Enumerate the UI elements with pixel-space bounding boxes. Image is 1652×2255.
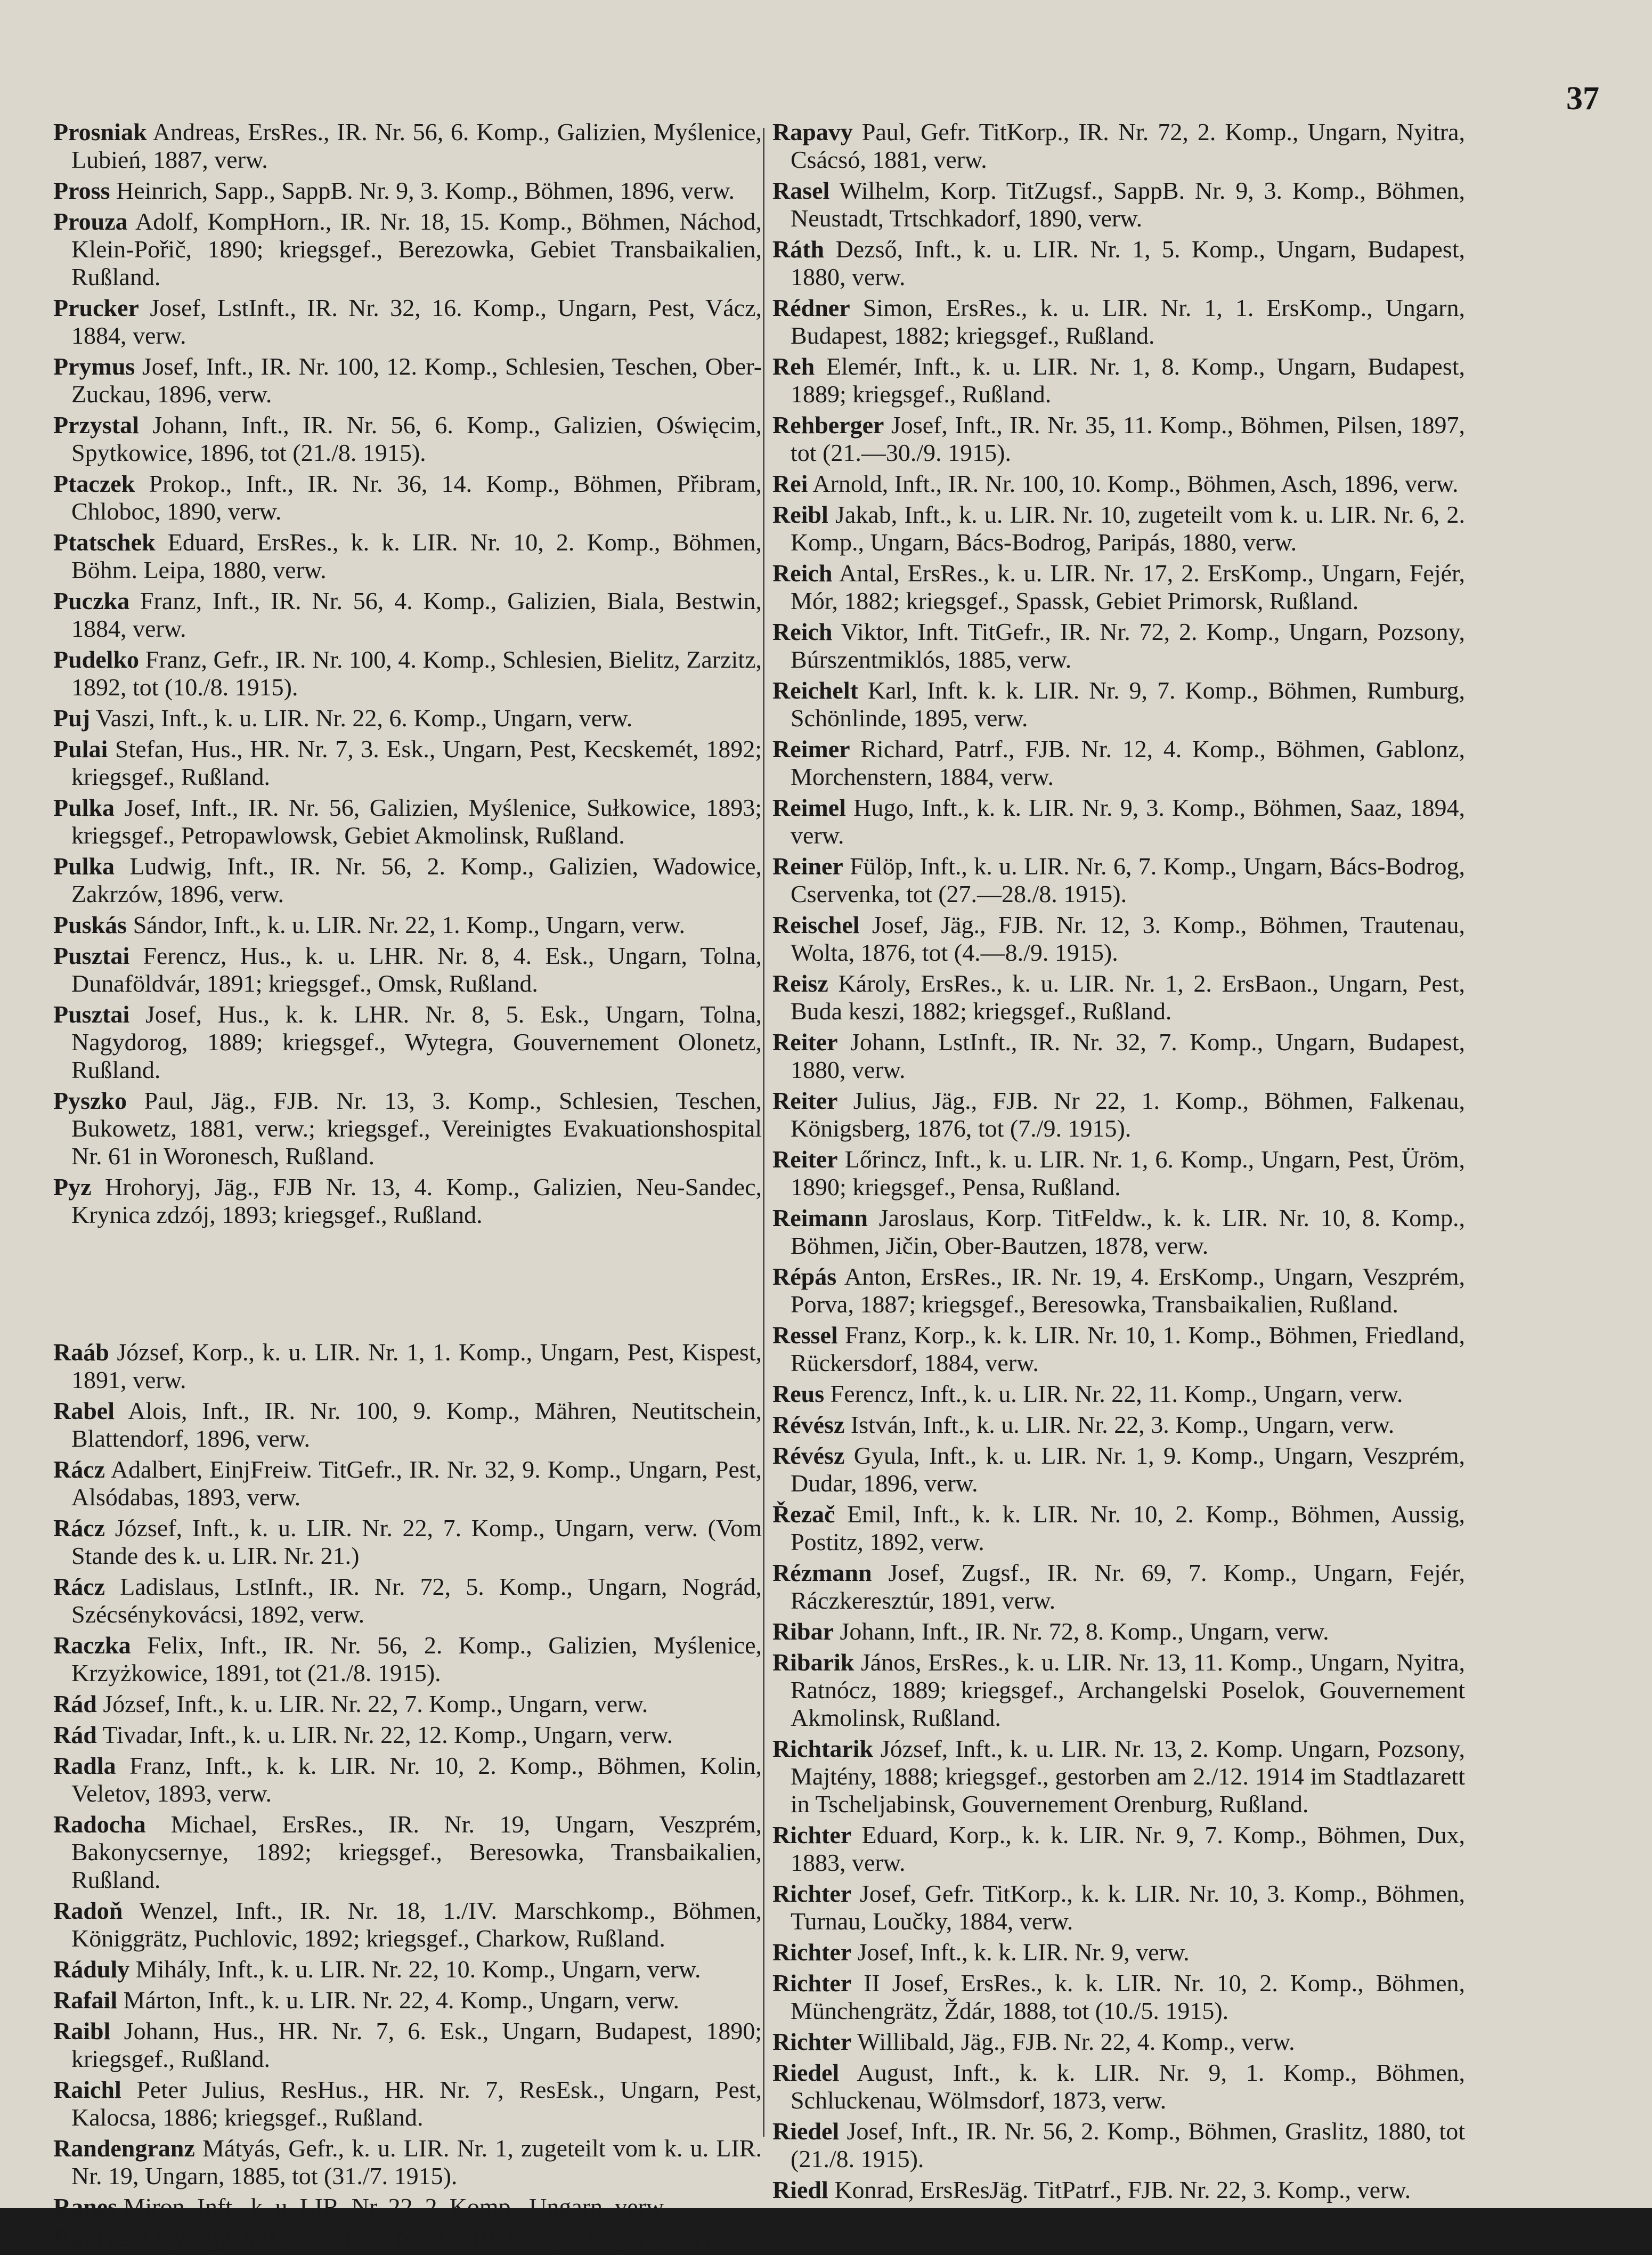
entry-surname: Révész [772, 1442, 845, 1469]
register-entry [772, 2118, 1465, 2173]
register-entry [53, 470, 762, 525]
register-entry [772, 1938, 1465, 1966]
entry-details: Michael, ErsRes., IR. Nr. 19, Ungarn, Veszprém, Bakonycsernye, 1892; kriegsgef., Beresowka, Transbaikalien, Rußland. [71, 1811, 762, 1893]
entry-details: Eduard, Korp., k. k. LIR. Nr. 9, 7. Komp., Böhmen, Dux, 1883, verw. [791, 1821, 1465, 1876]
register-entry [53, 1573, 762, 1628]
entry-details: Ludwig, Inft., IR. Nr. 56, 2. Komp., Galizien, Wadowice, Zakrzów, 1896, verw. [71, 853, 762, 907]
entry-surname: Raibl [53, 2017, 111, 2045]
entry-details: Josef, Inft., IR. Nr. 56, Galizien, Myślenice, Sułkowice, 1893; kriegsgef., Petropawlowsk, Gebiet Akmolinsk, Rußland. [71, 794, 762, 849]
entry-surname: Raniveza [53, 2224, 150, 2251]
register-entry [772, 735, 1465, 791]
entry-surname: Pulka [53, 794, 115, 821]
entry-details: Franz, Inft., k. k. LIR. Nr. 10, 2. Komp., Böhmen, Kolin, Veletov, 1893, verw. [71, 1752, 762, 1807]
entry-details: Karl, Inft. k. k. LIR. Nr. 9, 7. Komp., Böhmen, Rumburg, Schönlinde, 1895, verw. [791, 677, 1465, 732]
entry-details: Gyula, Inft., k. u. LIR. Nr. 1, 9. Komp., Ungarn, Veszprém, Dudar, 1896, verw. [791, 1442, 1465, 1497]
entry-surname: Rád [53, 1690, 97, 1717]
entry-surname: Prouza [53, 208, 128, 235]
entry-details: Josef, Inft., k. k. LIR. Nr. 9, verw. [857, 1938, 1190, 1966]
entry-details: Anton, ErsRes., IR. Nr. 19, 4. ErsKomp., Ungarn, Veszprém, Porva, 1887; kriegsgef., Beresowka, Transbaikalien, Rußland. [791, 1263, 1465, 1318]
register-entry [772, 853, 1465, 908]
register-entry [772, 1618, 1465, 1645]
entry-surname: Répás [772, 1263, 837, 1290]
entry-details: Márton, Inft., k. u. LIR. Nr. 22, 4. Komp., Ungarn, verw. [123, 1986, 679, 2014]
entry-details: Hugo, Inft., k. k. LIR. Nr. 9, 3. Komp., Böhmen, Saaz, 1894, verw. [791, 794, 1465, 849]
entry-surname: Ptatschek [53, 529, 156, 556]
entry-surname: Reich [772, 559, 833, 587]
register-entry [53, 853, 762, 908]
entry-details: József, Inft., k. u. LIR. Nr. 22, 7. Komp., Ungarn, verw. [103, 1690, 648, 1717]
entry-surname: Puczka [53, 587, 130, 614]
register-entry [53, 1087, 762, 1170]
entry-details: Prokop., Inft., IR. Nr. 36, 14. Komp., Böhmen, Přibram, Chloboc, 1890, verw. [71, 470, 762, 525]
entry-details: Josef, Inft., IR. Nr. 56, 2. Komp., Böhmen, Graslitz, 1880, tot (21./8. 1915). [791, 2118, 1465, 2172]
entry-surname: Randengranz [53, 2135, 195, 2162]
register-entry [53, 1632, 762, 1687]
register-entry [53, 1811, 762, 1894]
entry-details: Arnold, Inft., IR. Nr. 100, 10. Komp., Böhmen, Asch, 1896, verw. [812, 470, 1459, 497]
entry-surname: Rafail [53, 1986, 118, 2014]
entry-details: Miron, Inft., k. u. LIR. Nr. 22, 2. Komp., Ungarn, verw. [123, 2193, 669, 2220]
entry-surname: Richter [772, 1969, 852, 1997]
entry-details: József, Korp., k. u. LIR. Nr. 1, 1. Komp., Ungarn, Pest, Kispest, 1891, verw. [71, 1339, 762, 1393]
register-entry [53, 911, 762, 939]
entry-surname: Reich [772, 618, 833, 645]
entry-details: Mátyás, Gefr., k. u. LIR. Nr. 1, zugeteilt vom k. u. LIR. Nr. 19, Ungarn, 1885, tot (31./7. 1915). [71, 2135, 762, 2189]
entry-surname: Raáb [53, 1339, 109, 1366]
entry-surname: Řezač [772, 1500, 835, 1528]
entry-details: Peter Julius, ResHus., HR. Nr. 7, ResEsk., Ungarn, Pest, Kalocsa, 1886; kriegsgef., Rußland. [71, 2076, 762, 2131]
register-entry [53, 1514, 762, 1570]
register-entry [772, 677, 1465, 732]
entry-surname: Prosniak [53, 118, 147, 145]
entry-surname: Rasel [772, 177, 830, 204]
register-entry [772, 1735, 1465, 1818]
register-entry [772, 236, 1465, 291]
register-entry [772, 1263, 1465, 1318]
entry-surname: Ptaczek [53, 470, 135, 497]
entry-surname: Reibl [772, 501, 828, 528]
register-entry [53, 411, 762, 467]
register-entry [53, 1752, 762, 1807]
entry-details: Franz, Inft., IR. Nr. 56, 4. Komp., Galizien, Biala, Bestwin, 1884, verw. [71, 587, 762, 642]
register-entry [772, 1880, 1465, 1935]
register-entry [53, 942, 762, 997]
entry-surname: Ribarik [772, 1649, 855, 1676]
entry-details: Ladislaus, LstInft., IR. Nr. 72, 5. Komp., Ungarn, Nográd, Szécsénykovácsi, 1892, verw. [71, 1573, 762, 1628]
entry-details: József, Inft., k. u. LIR. Nr. 22, 7. Komp., Ungarn, verw. (Vom Stande des k. u. LIR. Nr. 21.) [71, 1514, 762, 1569]
entry-surname: Pulka [53, 853, 115, 880]
register-entry [772, 794, 1465, 849]
entry-surname: Pudelko [53, 646, 140, 673]
register-entry [53, 1456, 762, 1511]
entry-surname: Ráth [772, 236, 825, 263]
register-entry [772, 1204, 1465, 1260]
entry-surname: Richter [772, 1880, 852, 1907]
entry-surname: Richtarik [772, 1735, 874, 1762]
entry-surname: Reimann [772, 1204, 868, 1231]
entry-surname: Riedel [772, 2059, 840, 2086]
entry-details: Wilhelm, Korp. TitZugsf., SappB. Nr. 9, 3. Komp., Böhmen, Neustadt, Trtschkadorf, 1890, verw. [791, 177, 1465, 232]
entry-details: Josef, Jäg., FJB. Nr. 12, 3. Komp., Böhmen, Trautenau, Wolta, 1876, tot (4.—8./9. 1915). [791, 911, 1465, 966]
entry-details: Josef, Inft., IR. Nr. 100, 12. Komp., Schlesien, Teschen, Ober-Zuckau, 1896, verw. [71, 353, 762, 408]
entry-details: Elemér, Inft., k. u. LIR. Nr. 1, 8. Komp., Ungarn, Budapest, 1889; kriegsgef., Rußland. [791, 353, 1466, 408]
entry-details: Lőrincz, Inft., k. u. LIR. Nr. 1, 6. Komp., Ungarn, Pest, Üröm, 1890; kriegsgef., Pensa, Rußland. [791, 1146, 1465, 1200]
page-number: 37 [1566, 80, 1599, 117]
register-entry [53, 208, 762, 291]
register-entry [53, 2017, 762, 2073]
entry-details: Viktor, Inft. TitGefr., IR. Nr. 72, 2. Komp., Ungarn, Pozsony, Búrszentmiklós, 1885, verw. [791, 618, 1465, 673]
entry-details: Sándor, Inft., k. u. LIR. Nr. 22, 1. Komp., Ungarn, verw. [133, 911, 685, 938]
entry-details: Julius, Jäg., FJB. Nr 22, 1. Komp., Böhmen, Falkenau, Königsberg, 1876, tot (7./9. 1915). [791, 1087, 1465, 1142]
entry-surname: Prucker [53, 294, 139, 321]
register-entry [772, 1442, 1465, 1497]
entry-details: Ferencz, Hus., k. u. LHR. Nr. 8, 4. Esk., Ungarn, Tolna, Dunaföldvár, 1891; kriegsgef., Omsk, Rußland. [71, 942, 762, 997]
column-divider [763, 128, 764, 2137]
entry-details: Franz, Korp., k. k. LIR. Nr. 10, 1. Komp., Böhmen, Friedland, Rückersdorf, 1884, verw. [791, 1321, 1466, 1376]
entry-surname: Riedel [772, 2118, 840, 2145]
entry-details: Hrohoryj, Jäg., FJB Nr. 13, 4. Komp., Galizien, Neu-Sandec, Krynica zdzój, 1893; kriegsgef., Rußland. [71, 1173, 762, 1228]
entry-details: Josef, Zugsf., IR. Nr. 69, 7. Komp., Ungarn, Fejér, Ráczkeresztúr, 1891, verw. [791, 1559, 1465, 1614]
entry-details: Richard, Patrf., FJB. Nr. 12, 4. Komp., Böhmen, Gablonz, Morchenstern, 1884, verw. [791, 735, 1465, 790]
entry-details: Johann, Inft., IR. Nr. 56, 6. Komp., Galizien, Oświęcim, Spytkowice, 1896, tot (21./8. 1915). [71, 411, 762, 466]
entry-surname: Przystal [53, 411, 139, 439]
entry-details: Paul, Jäg., FJB. Nr. 13, 3. Komp., Schlesien, Teschen, Bukowetz, 1881, verw.; kriegsgef., Vereinigtes Evakuationshospital Nr. 61 in Woronesch, Rußland. [71, 1087, 762, 1170]
entry-surname: Reimer [772, 735, 850, 763]
register-entry [772, 2028, 1465, 2056]
register-entry [772, 470, 1465, 498]
register-entry [53, 794, 762, 849]
entry-surname: Richter [772, 2028, 852, 2055]
entry-details: Johann, LstInft., IR. Nr. 32, 7. Komp., Ungarn, Budapest, 1880, verw. [791, 1028, 1466, 1083]
entry-details: Mihály, Inft., k. u. LIR. Nr. 22, 10. Komp., Ungarn, verw. [135, 1956, 701, 1983]
entry-surname: Rehberger [772, 411, 884, 439]
entry-surname: Raichl [53, 2076, 121, 2103]
entry-surname: Raczka [53, 1632, 131, 1659]
register-entry [772, 1028, 1465, 1084]
entry-surname: Radoň [53, 1897, 123, 1924]
register-entry [53, 529, 762, 584]
entry-surname: Rézmann [772, 1559, 872, 1586]
entry-surname: Pross [53, 177, 110, 204]
entry-surname: Ribar [772, 1618, 834, 1645]
register-entry [772, 970, 1465, 1025]
entry-surname: Pusztai [53, 1001, 130, 1028]
register-entry [772, 911, 1465, 967]
section-gap [53, 1232, 762, 1339]
register-entry [772, 294, 1465, 350]
entry-details: Konrad, ErsResJäg. TitPatrf., FJB. Nr. 22, 3. Komp., verw. [834, 2176, 1411, 2203]
register-entry [772, 2176, 1465, 2204]
entry-details: Tivadar, Inft., k. u. LIR. Nr. 22, 12. Komp., Ungarn, verw. [102, 1721, 673, 1748]
entry-details: Josef, LstInft., IR. Nr. 32, 16. Komp., Ungarn, Pest, Vácz, 1884, verw. [71, 294, 762, 349]
entry-details: Emil, Inft., k. k. LIR. Nr. 10, 2. Komp., Böhmen, Aussig, Postitz, 1892, verw. [791, 1500, 1465, 1555]
entry-details: Johann, Hus., HR. Nr. 7, 6. Esk., Ungarn, Budapest, 1890; kriegsgef., Rußland. [71, 2017, 762, 2072]
entry-surname: Reiter [772, 1146, 838, 1173]
register-entry [53, 1986, 762, 2014]
entry-details: György, Inft., k. u. LIR. Nr. 22, 10. Komp., Ungarn, verw. [156, 2224, 725, 2251]
register-entry [772, 118, 1465, 174]
register-entry [772, 1969, 1465, 2025]
entry-surname: Rácz [53, 1573, 105, 1600]
entry-surname: Reus [772, 1380, 825, 1407]
register-entry [772, 1411, 1465, 1439]
entry-surname: Radocha [53, 1811, 146, 1838]
entry-surname: Reh [772, 353, 815, 380]
entry-details: Josef, Gefr. TitKorp., k. k. LIR. Nr. 10, 3. Komp., Böhmen, Turnau, Loučky, 1884, verw. [791, 1880, 1466, 1935]
register-entry [772, 618, 1465, 674]
entry-details: Adalbert, EinjFreiw. TitGefr., IR. Nr. 32, 9. Komp., Ungarn, Pest, Alsódabas, 1893, verw. [71, 1456, 762, 1511]
entry-surname: Radla [53, 1752, 116, 1779]
entry-details: Alois, Inft., IR. Nr. 100, 9. Komp., Mähren, Neutitschein, Blattendorf, 1896, verw. [71, 1397, 762, 1452]
entry-details: Vaszi, Inft., k. u. LIR. Nr. 22, 6. Komp., Ungarn, verw. [95, 704, 633, 732]
register-entry [53, 1956, 762, 1983]
entry-details: Willibald, Jäg., FJB. Nr. 22, 4. Komp., verw. [857, 2028, 1295, 2055]
entry-surname: Rácz [53, 1456, 105, 1483]
register-entry [772, 1821, 1465, 1877]
register-entry [53, 704, 762, 732]
register-entry [772, 1500, 1465, 1556]
entry-surname: Rád [53, 1721, 97, 1748]
entry-details: Paul, Gefr. TitKorp., IR. Nr. 72, 2. Komp., Ungarn, Nyitra, Csácsó, 1881, verw. [791, 118, 1465, 173]
entry-surname: Reisz [772, 970, 828, 997]
entry-surname: Rédner [772, 294, 850, 321]
entry-surname: Richter [772, 1821, 852, 1848]
entry-surname: Rácz [53, 1514, 105, 1542]
register-entry [53, 1690, 762, 1718]
entry-details: Fülöp, Inft., k. u. LIR. Nr. 6, 7. Komp., Ungarn, Bács-Bodrog, Cservenka, tot (27.—28./8. 1915). [791, 853, 1465, 907]
entry-details: Adolf, KompHorn., IR. Nr. 18, 15. Komp., Böhmen, Náchod, Klein-Pořič, 1890; kriegsgef., Berezowka, Gebiet Transbaikalien, Rußland. [71, 208, 762, 290]
register-entry [53, 2135, 762, 2190]
register-entry [772, 353, 1465, 408]
entry-details: Eduard, ErsRes., k. k. LIR. Nr. 10, 2. Komp., Böhmen, Böhm. Leipa, 1880, verw. [71, 529, 762, 583]
register-entry [772, 1321, 1465, 1377]
entry-details: Stefan, Hus., HR. Nr. 7, 3. Esk., Ungarn, Pest, Kecskemét, 1892; kriegsgef., Rußland. [71, 735, 762, 790]
entry-surname: Puskás [53, 911, 127, 938]
entry-details: Wenzel, Inft., IR. Nr. 18, 1./IV. Marschkomp., Böhmen, Königgrätz, Puchlovic, 1892; kriegsgef., Charkow, Rußland. [71, 1897, 762, 1952]
entry-surname: Reiner [772, 853, 843, 880]
register-entry [772, 2059, 1465, 2114]
register-entry [772, 1146, 1465, 1201]
entry-details: Franz, Gefr., IR. Nr. 100, 4. Komp., Schlesien, Bielitz, Zarzitz, 1892, tot (10./8. 1915). [71, 646, 762, 701]
entry-details: Johann, Inft., IR. Nr. 72, 8. Komp., Ungarn, verw. [840, 1618, 1329, 1645]
entry-surname: Reimel [772, 794, 846, 821]
entry-details: István, Inft., k. u. LIR. Nr. 22, 3. Komp., Ungarn, verw. [850, 1411, 1395, 1438]
entry-details: Simon, ErsRes., k. u. LIR. Nr. 1, 1. ErsKomp., Ungarn, Budapest, 1882; kriegsgef., Rußland. [791, 294, 1465, 349]
register-entry [772, 1559, 1465, 1615]
entry-surname: Richter [772, 1938, 852, 1966]
register-entry [53, 1001, 762, 1084]
register-entry [53, 294, 762, 350]
entry-surname: Reiter [772, 1087, 838, 1114]
entry-details: Antal, ErsRes., k. u. LIR. Nr. 17, 2. ErsKomp., Ungarn, Fejér, Mór, 1882; kriegsgef., Spassk, Gebiet Primorsk, Rußland. [791, 559, 1465, 614]
entry-surname: Ressel [772, 1321, 838, 1349]
register-entry [772, 1087, 1465, 1142]
register-entry [53, 177, 762, 205]
entry-surname: Pyszko [53, 1087, 127, 1114]
entry-surname: Rapavy [772, 118, 853, 145]
entry-details: Dezső, Inft., k. u. LIR. Nr. 1, 5. Komp., Ungarn, Budapest, 1880, verw. [791, 236, 1466, 290]
register-entry [53, 118, 762, 174]
register-entry [53, 1173, 762, 1229]
entry-surname: Ranes [53, 2193, 118, 2220]
entry-surname: Reichelt [772, 677, 858, 704]
entry-details: Ferencz, Inft., k. u. LIR. Nr. 22, 11. Komp., Ungarn, verw. [830, 1380, 1403, 1407]
entry-details: II Josef, ErsRes., k. k. LIR. Nr. 10, 2. Komp., Böhmen, Münchengrätz, Ždár, 1888, tot (10./5. 1915). [791, 1969, 1465, 2024]
register-entry [772, 1380, 1465, 1408]
entry-details: János, ErsRes., k. u. LIR. Nr. 13, 11. Komp., Ungarn, Nyitra, Ratnócz, 1889; kriegsgef., Archangelski Poselok, Gouvernement Akmolinsk, Rußland. [791, 1649, 1466, 1731]
entry-surname: Riedl [772, 2176, 828, 2203]
register-entry [772, 501, 1465, 556]
entry-surname: Pusztai [53, 942, 130, 969]
right-column [772, 118, 1465, 2207]
register-entry [772, 177, 1465, 232]
register-entry [53, 353, 762, 408]
entry-surname: Pyz [53, 1173, 92, 1200]
entry-surname: Prymus [53, 353, 135, 380]
entry-surname: Reiter [772, 1028, 838, 1056]
entry-details: Heinrich, Sapp., SappB. Nr. 9, 3. Komp., Böhmen, 1896, verw. [116, 177, 735, 204]
register-entry [53, 646, 762, 701]
entry-surname: Puj [53, 704, 90, 732]
register-entry [53, 1397, 762, 1453]
entry-details: Josef, Inft., IR. Nr. 35, 11. Komp., Böhmen, Pilsen, 1897, tot (21.—30./9. 1915). [791, 411, 1466, 466]
entry-surname: Rei [772, 470, 808, 497]
entry-surname: Révész [772, 1411, 845, 1438]
register-entry [53, 1897, 762, 1952]
register-entry [53, 2076, 762, 2131]
entry-details: Josef, Hus., k. k. LHR. Nr. 8, 5. Esk., Ungarn, Tolna, Nagydorog, 1889; kriegsgef., Wytegra, Gouvernement Olonetz, Rußland. [71, 1001, 762, 1083]
register-entry [53, 587, 762, 643]
left-column [53, 118, 762, 2255]
entry-surname: Rabel [53, 1397, 115, 1424]
entry-details: Andreas, ErsRes., IR. Nr. 56, 6. Komp., Galizien, Myślenice, Lubień, 1887, verw. [71, 118, 762, 173]
entry-details: József, Inft., k. u. LIR. Nr. 13, 2. Komp. Ungarn, Pozsony, Majtény, 1888; kriegsgef., gestorben am 2./12. 1914 im Stadtlazarett in Tscheljabinsk, Gouvernement Orenburg, Rußland. [791, 1735, 1465, 1818]
register-entry [53, 735, 762, 791]
entry-details: Károly, ErsRes., k. u. LIR. Nr. 1, 2. ErsBaon., Ungarn, Pest, Buda keszi, 1882; kriegsgef., Rußland. [791, 970, 1466, 1025]
entry-surname: Ráduly [53, 1956, 130, 1983]
register-entry [772, 411, 1465, 467]
register-entry [53, 2224, 762, 2252]
entry-details: Jakab, Inft., k. u. LIR. Nr. 10, zugeteilt vom k. u. LIR. Nr. 6, 2. Komp., Ungarn, Bács-Bodrog, Paripás, 1880, verw. [791, 501, 1465, 556]
entry-details: Jaroslaus, Korp. TitFeldw., k. k. LIR. Nr. 10, 8. Komp., Böhmen, Jičin, Ober-Bautzen, 1878, verw. [791, 1204, 1466, 1259]
entry-details: Felix, Inft., IR. Nr. 56, 2. Komp., Galizien, Myślenice, Krzyżkowice, 1891, tot (21./8. 1915). [71, 1632, 762, 1686]
entry-surname: Pulai [53, 735, 108, 763]
register-entry [772, 1649, 1465, 1732]
register-entry [53, 2193, 762, 2221]
entry-details: August, Inft., k. k. LIR. Nr. 9, 1. Komp., Böhmen, Schluckenau, Wölmsdorf, 1873, verw. [791, 2059, 1465, 2114]
register-entry [53, 1339, 762, 1394]
register-entry [772, 559, 1465, 615]
entry-surname: Reischel [772, 911, 860, 938]
register-entry [53, 1721, 762, 1749]
